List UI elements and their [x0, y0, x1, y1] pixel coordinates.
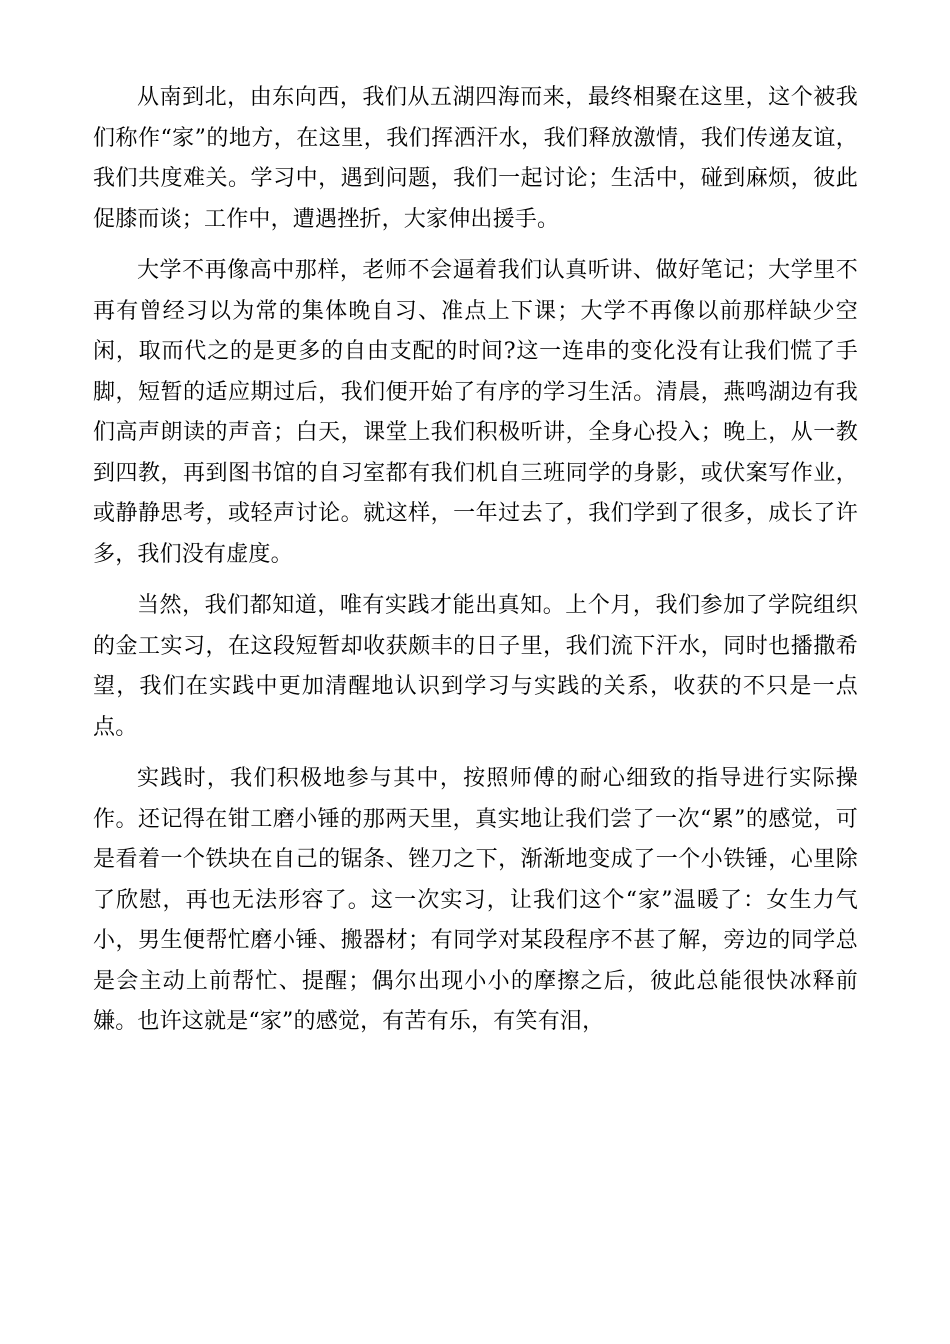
paragraph: 大学不再像高中那样，老师不会逼着我们认真听讲、做好笔记；大学里不再有曾经习以为常的集体晚自习、准点上下课；大学不再像以前那样缺少空闲，取而代之的是更多的自由支配的时间?这一连串的变化没有让我们慌了手脚，短暂的适应期过后，我们便开始了有序的学习生活。清晨，燕鸣湖边有我们高声朗读的声音；白天，课堂上我们积极听讲，全身心投入；晚上，从一教到四教，再到图书馆的自习室都有我们机自三班同学的身影，或伏案写作业，或静静思考，或轻声讨论。就这样，一年过去了，我们学到了很多，成长了许多，我们没有虚度。 — [93, 258, 858, 567]
paragraph: 当然，我们都知道，唯有实践才能出真知。上个月，我们参加了学院组织的金工实习，在这段短暂却收获颇丰的日子里，我们流下汗水，同时也播撒希望，我们在实践中更加清醒地认识到学习与实践的关系，收获的不只是一点点。 — [93, 593, 858, 740]
document-body — [93, 78, 858, 1054]
paragraph: 从南到北，由东向西，我们从五湖四海而来，最终相聚在这里，这个被我们称作“家”的地方，在这里，我们挥洒汗水，我们释放激情，我们传递友谊，我们共度难关。学习中，遇到问题，我们一起讨论；生活中，碰到麻烦，彼此促膝而谈；工作中，遭遇挫折，大家伸出援手。 — [93, 85, 858, 232]
paragraph: 实践时，我们积极地参与其中，按照师傅的耐心细致的指导进行实际操作。还记得在钳工磨小锤的那两天里，真实地让我们尝了一次“累”的感觉，可是看着一个铁块在自己的锯条、锉刀之下，渐渐地变成了一个小铁锤，心里除了欣慰，再也无法形容了。这一次实习，让我们这个“家”温暖了：女生力气小，男生便帮忙磨小锤、搬器材；有同学对某段程序不甚了解，旁边的同学总是会主动上前帮忙、提醒；偶尔出现小小的摩擦之后，彼此总能很快冰释前嫌。也许这就是“家”的感觉，有苦有乐，有笑有泪， — [93, 766, 858, 1034]
